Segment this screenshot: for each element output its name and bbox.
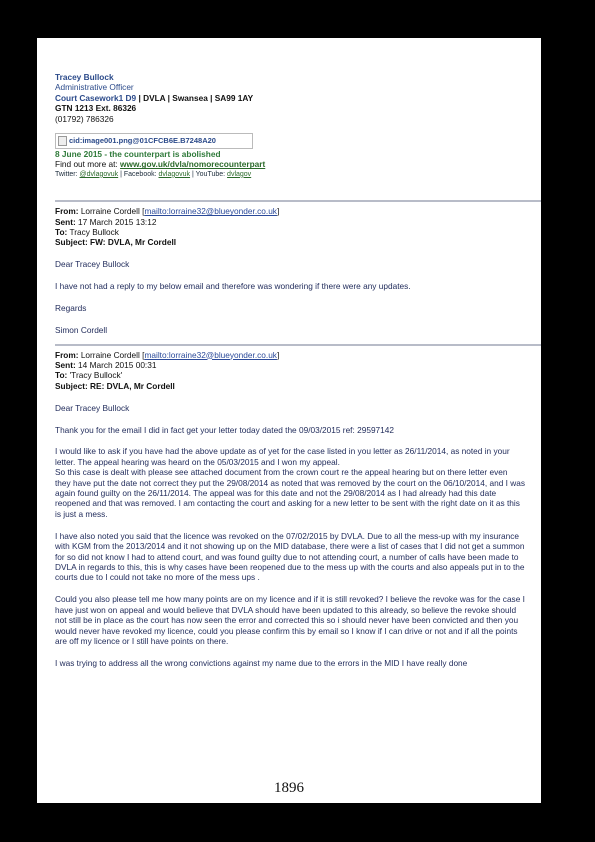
signature-gtn: GTN 1213 Ext. 86326 [55, 103, 137, 114]
image-alt-text: cid:image001.png@01CFCB6E.B7248A20 [69, 135, 216, 145]
subject-label: Subject: [55, 380, 88, 391]
greeting: Dear Tracey Bullock [55, 259, 130, 270]
subject-value: FW: DVLA, Mr Cordell [87, 237, 177, 248]
body-paragraph: So this case is dealt with please see attached document from the crown court re the appeal hearing but on there letter even they have put the date not correct they put the 29/08/2014 as noted that was removed by the court on the 06/10/2014, and I was again found guilty on the 26/11/2014. The appeal was for this date and not the 29/08/2014 as I had already had this date reopened and that was removed. I am contacting the court and asking for a new letter to be sent with the right date on it as this is just a mess. [55, 467, 526, 519]
signature-name: Tracey Bullock [55, 72, 114, 82]
to-value: 'Tracy Bullock' [67, 370, 123, 381]
youtube-link[interactable]: dvlagov [227, 170, 252, 178]
court-address: | DVLA | Swansea | SA99 1AY [136, 92, 254, 103]
to-label: To: [55, 227, 68, 238]
twitter-link[interactable]: @dvlagovuk [79, 170, 119, 178]
from-label: From: [55, 206, 79, 217]
from-name: Lorraine Cordell [ [78, 206, 145, 217]
broken-image-placeholder [55, 133, 253, 149]
from-email-link[interactable]: mailto:lorraine32@blueyonder.co.uk [144, 206, 277, 217]
bracket: ] [276, 206, 280, 217]
body-paragraph: I would like to ask if you have had the above update as of yet for the case listed in you letter as 26/11/2014, as noted in your letter. The appeal hearing was heard on the 05/03/2015 and I won my appeal. [55, 446, 510, 467]
to-label: To: [55, 370, 68, 381]
greeting: Dear Tracey Bullock [55, 402, 130, 413]
closing: Regards [55, 303, 87, 314]
sent-label: Sent: [55, 216, 76, 227]
from-label: From: [55, 349, 79, 360]
signature-court [55, 93, 525, 103]
sent-value: 14 March 2015 00:31 [75, 359, 157, 370]
divider [55, 200, 541, 202]
twitter-label: Twitter: [55, 170, 80, 178]
signature-phone: (01792) 786326 [55, 113, 114, 124]
email2-header [55, 350, 525, 392]
email1-body [55, 259, 525, 335]
find-out-more [55, 159, 525, 169]
separator: | [118, 170, 124, 178]
divider [55, 344, 541, 346]
body-paragraph: I have also noted you said that the licence was revoked on the 07/02/2015 by DVLA. Due to all the mess-up with my insurance with KGM from the 2013/2014 and it not showing up on the MID database, there were a list of cases that I did not get a summon for so did not know I had to attend court, and was found guilty due to not attending court, a number of calls have been made to DVLA in regards to this, this is why cases have been reopened due to the mess up with the courts and also appeals put in to the courts due to I could not take no more of the mess ups . [55, 530, 525, 583]
signature-title: Administrative Officer [55, 82, 134, 93]
bracket: ] [276, 349, 280, 360]
from-email-link[interactable]: mailto:lorraine32@blueyonder.co.uk [144, 349, 277, 360]
email1-header [55, 206, 525, 248]
page-number: 1896 [274, 780, 304, 796]
body-paragraph: Could you also please tell me how many points are on my licence and if it is still revoked? I believe the revoke was for the case I have just won on appeal and would believe that DVLA should have been updated to this already, so believe the revoke should not still be in place as the court has now seen the error and corrected this so i should never have been convicted and then you would never have revoked my licence, could you please confirm this by email so I know if I can drive or not and if all the points are off my licence or I still have points on there. [55, 594, 525, 646]
court-link[interactable]: Court Casework1 D9 [55, 92, 137, 103]
document-page [37, 38, 541, 803]
separator: | [190, 170, 196, 178]
signoff: Simon Cordell [55, 325, 108, 336]
to-value: Tracy Bullock [67, 227, 119, 238]
sent-value: 17 March 2015 13:12 [75, 216, 157, 227]
signature-block [55, 72, 525, 180]
body-paragraph: I have not had a reply to my below email and therefore was wondering if there were any updates. [55, 281, 411, 292]
youtube-label: YouTube: [195, 170, 228, 178]
body-paragraph: Thank you for the email I did in fact get your letter today dated the 09/03/2015 ref: 29597142 [55, 424, 395, 435]
sent-label: Sent: [55, 359, 76, 370]
subject-label: Subject: [55, 237, 88, 248]
facebook-label: Facebook: [123, 170, 159, 178]
email2-body [55, 403, 525, 669]
nomorecounterpart-link[interactable]: www.gov.uk/dvla/nomorecounterpart [120, 159, 266, 170]
body-paragraph: I was trying to address all the wrong convictions against my name due to the errors in the MID I have really done [55, 657, 468, 668]
social-links [55, 170, 525, 180]
subject-value: RE: DVLA, Mr Cordell [87, 380, 175, 391]
find-out-label: Find out more at: [55, 159, 121, 170]
email-content [55, 72, 525, 668]
counterpart-notice: 8 June 2015 - the counterpart is abolished [55, 149, 221, 160]
from-name: Lorraine Cordell [ [78, 349, 145, 360]
facebook-link[interactable]: dvlagovuk [158, 170, 191, 178]
broken-image-icon [58, 136, 67, 146]
